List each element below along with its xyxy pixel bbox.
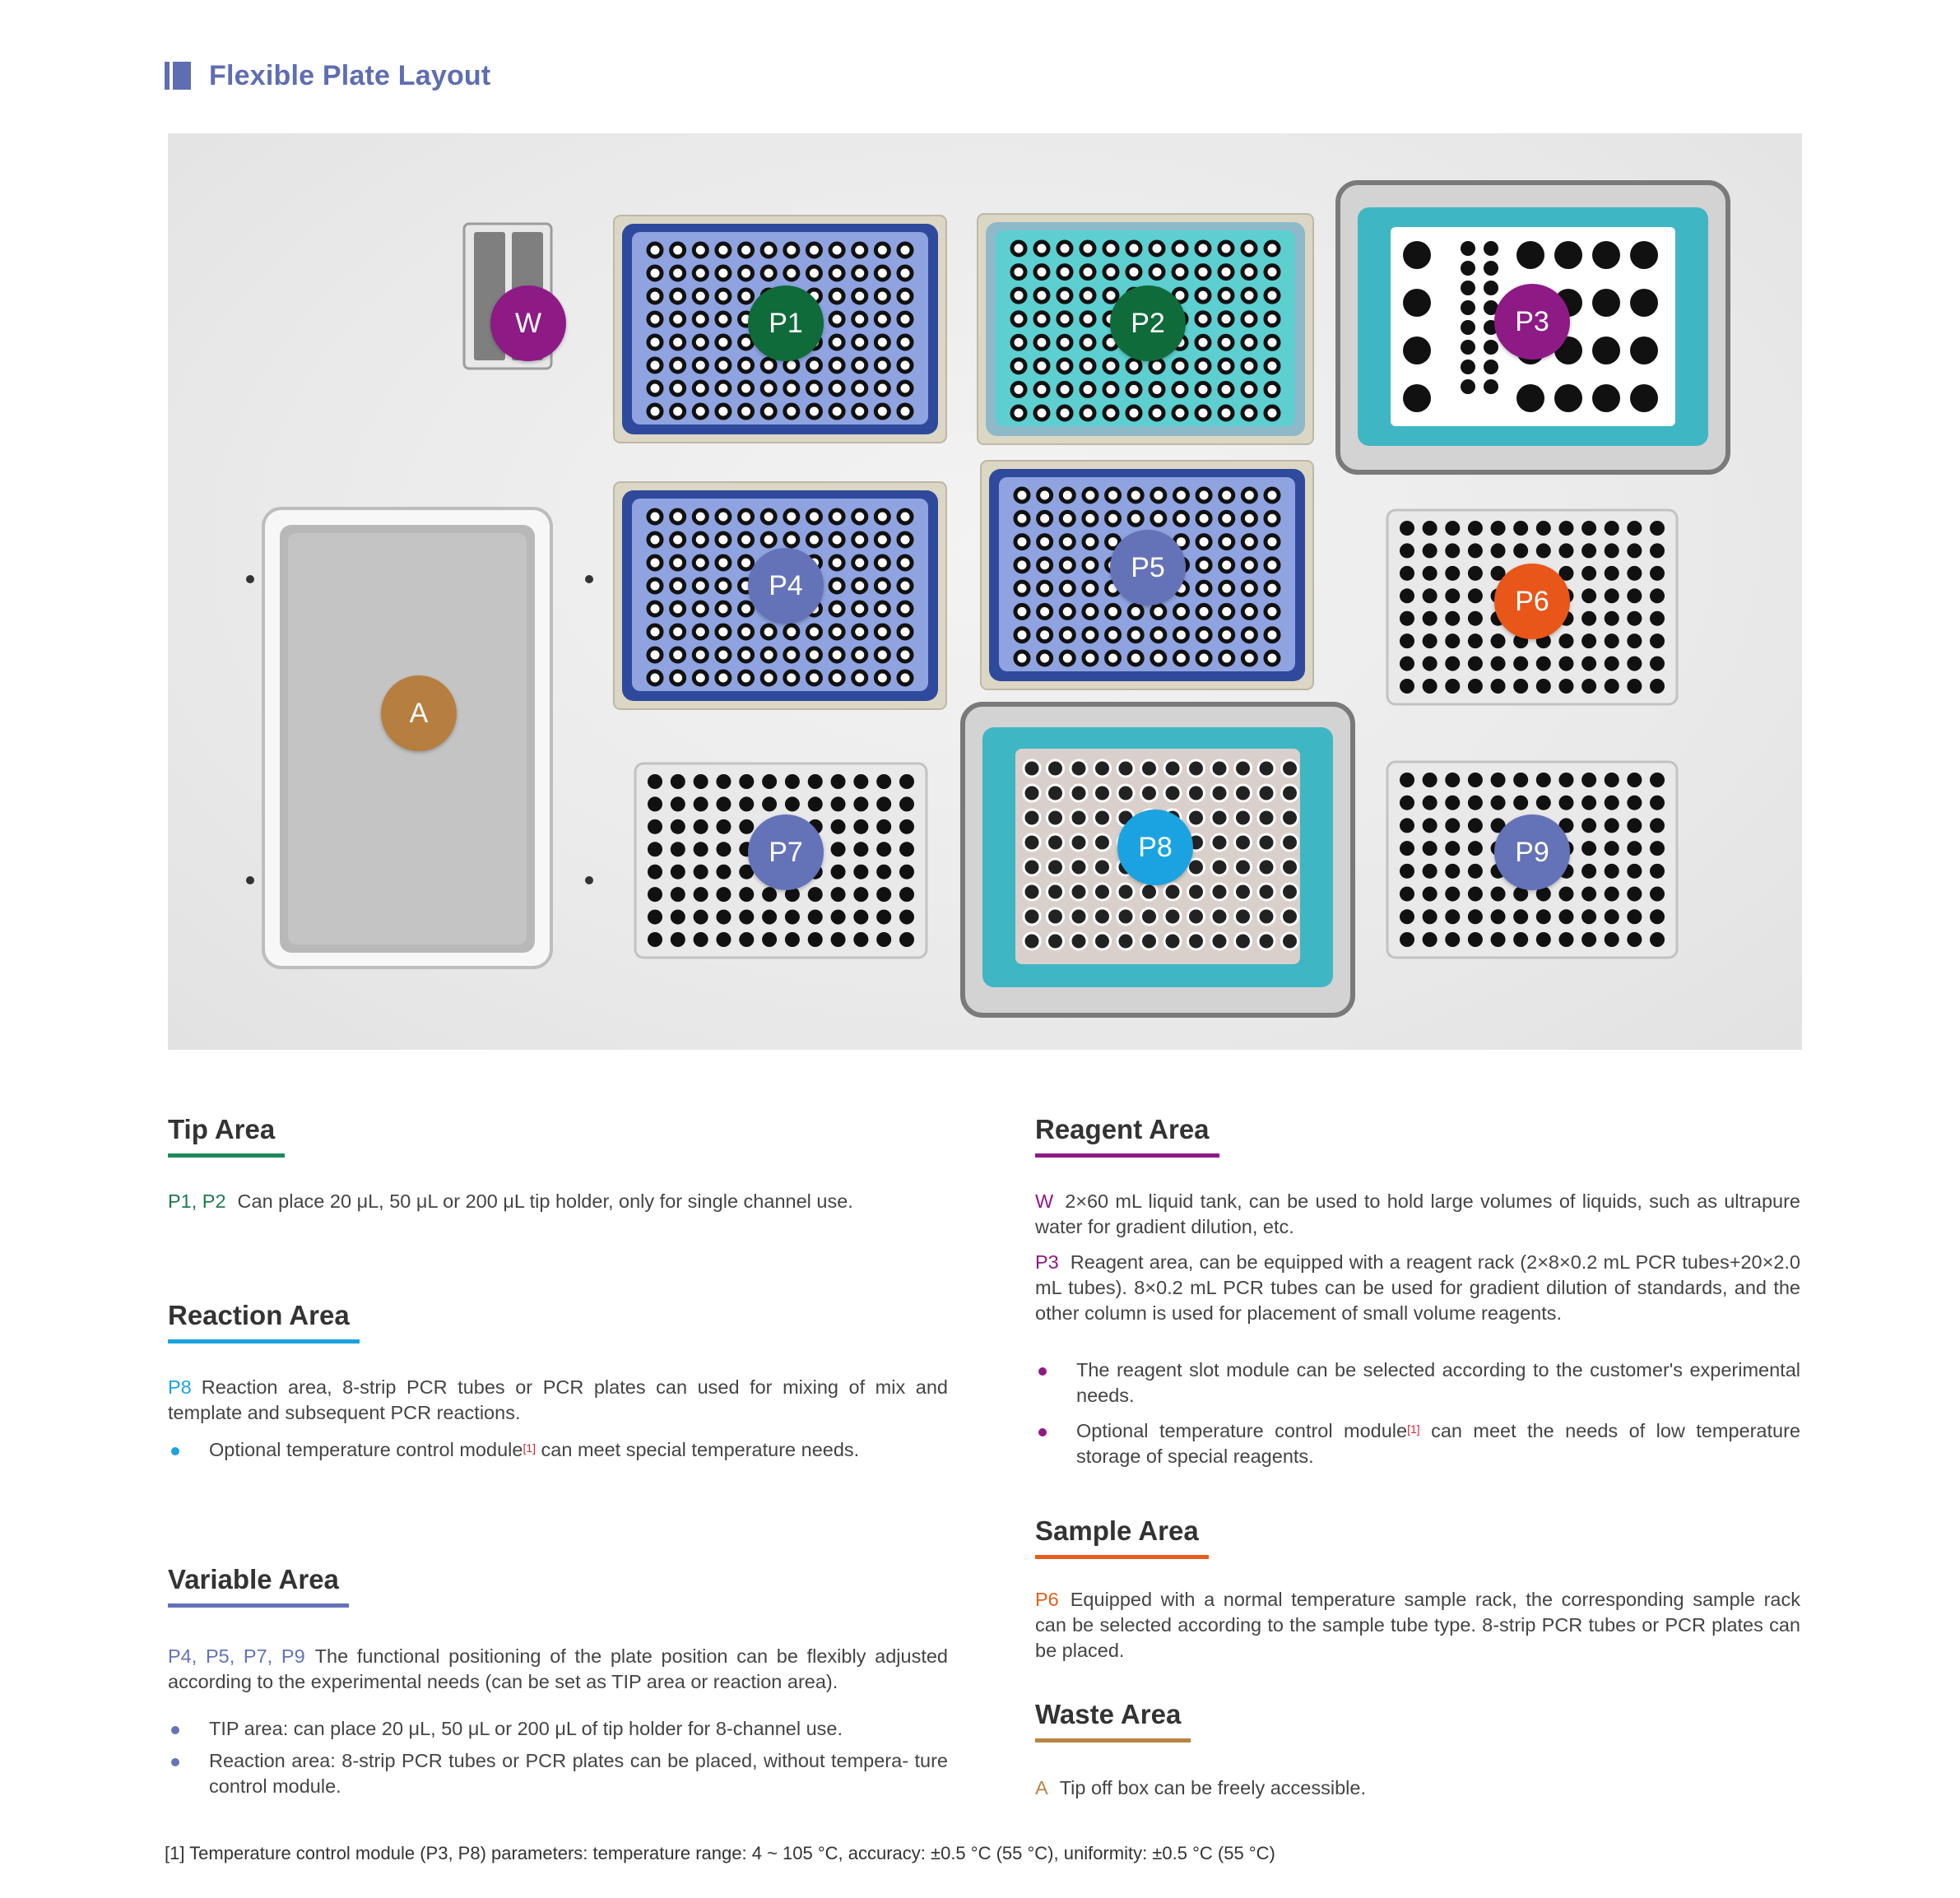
position-marker-w: W [490,285,566,361]
variable-area-tag: P4, P5, P7, P9 [168,1645,305,1667]
bullet-text: The reagent slot module can be selected according to the customer's experimental needs. [1076,1359,1800,1406]
reagent-area-section [1035,1114,1800,1476]
variable-area-text [168,1644,948,1695]
position-marker-p2: P2 [1110,285,1186,361]
sample-area-text [1035,1587,1800,1664]
footnote-ref: [1] [523,1441,536,1455]
tip-area-desc: Can place 20 μL, 50 μL or 200 μL tip holder, only for single channel use. [237,1190,853,1212]
position-marker-p5: P5 [1110,530,1186,606]
waste-area-desc: Tip off box can be freely accessible. [1059,1777,1366,1798]
footnote: [1] Temperature control module (P3, P8) parameters: temperature range: 4 ~ 105 °C, accuracy: ±0.5 °C (55 °C), uniformity: ±0.5 °C (55 °C) [165,1843,1275,1863]
list-item [1035,1418,1800,1469]
tip-area-text [168,1189,950,1214]
reaction-area-text [168,1375,948,1426]
list-item [168,1748,948,1799]
position-marker-p8: P8 [1117,810,1193,885]
bullet-dot-icon [1038,1428,1047,1436]
footnote-ref: [1] [1407,1422,1420,1436]
reagent-area-desc-p3: Reagent area, can be equipped with a reagent rack (2×8×0.2 mL PCR tubes+20×2.0 mL tubes). 8×0.2 mL PCR tubes can be used for gradient dilution of standards, and the other column is used for placement of small volume reagents. [1035,1251,1800,1324]
bullet-text: Reaction area: 8-strip PCR tubes or PCR plates can be placed, without tempera- ture control module. [209,1750,948,1797]
variable-area-section [168,1564,948,1806]
reagent-area-title: Reagent Area [1035,1114,1219,1158]
reagent-area-tag-w: W [1035,1190,1054,1212]
list-item [168,1437,948,1463]
bullet-text: can meet the needs of low temperature storage of special reagents. [1076,1420,1800,1467]
waste-area-title: Waste Area [1035,1699,1191,1743]
list-item [1035,1357,1800,1408]
header-bar-icon [165,62,191,90]
reaction-area-section [168,1300,948,1469]
position-marker-p7: P7 [748,814,824,890]
reagent-area-bullets [1035,1357,1800,1469]
variable-area-title: Variable Area [168,1564,349,1608]
position-marker-p1: P1 [748,285,824,361]
bullet-text: TIP area: can place 20 μL, 50 μL or 200 μL of tip holder for 8-channel use. [209,1718,843,1739]
page-title: Flexible Plate Layout [209,59,491,91]
waste-area-section [1035,1699,1800,1801]
reagent-area-text-w [1035,1189,1800,1240]
position-marker-p3: P3 [1494,284,1570,360]
position-marker-p9: P9 [1494,814,1570,890]
bullet-dot-icon [1038,1367,1047,1376]
reagent-area-text-p3 [1035,1250,1800,1326]
waste-area-text [1035,1775,1800,1801]
position-marker-a: A [381,675,457,751]
sample-area-section [1035,1515,1800,1664]
reaction-area-bullets [168,1437,948,1463]
bullet-text: Optional temperature control module [1076,1420,1408,1441]
page-header [165,59,490,92]
waste-area-tag: A [1035,1777,1048,1798]
variable-area-desc: The functional positioning of the plate position can be flexibly adjusted according to the experimental needs (can be set as TIP area or reaction area). [168,1645,948,1692]
reagent-area-desc-w: 2×60 mL liquid tank, can be used to hold large volumes of liquids, such as ultrapure water for gradient dilution, etc. [1035,1190,1800,1237]
bullet-text: Optional temperature control module [209,1439,523,1460]
deck-layout-image [168,133,1802,1050]
variable-area-bullets [168,1716,948,1799]
sample-area-desc: Equipped with a normal temperature sample rack, the corresponding sample rack can be selected according to the sample tube type. 8-strip PCR tubes or PCR plates can be placed. [1035,1589,1800,1661]
reaction-area-desc: Reaction area, 8-strip PCR tubes or PCR plates can used for mixing of mix and template and subsequent PCR reactions. [168,1376,948,1423]
reagent-area-tag-p3: P3 [1035,1251,1059,1273]
bullet-dot-icon [171,1758,179,1766]
bullet-dot-icon [171,1726,179,1734]
position-marker-p4: P4 [748,548,824,624]
reaction-area-tag: P8 [168,1376,192,1398]
reaction-area-title: Reaction Area [168,1300,360,1343]
tip-area-tag: P1, P2 [168,1190,226,1212]
list-item [168,1716,948,1742]
sample-area-tag: P6 [1035,1589,1059,1610]
bullet-text: can meet special temperature needs. [536,1439,860,1460]
position-marker-p6: P6 [1494,564,1570,639]
tip-area-section [168,1114,950,1214]
bullet-dot-icon [171,1447,179,1455]
sample-area-title: Sample Area [1035,1515,1209,1559]
tip-area-title: Tip Area [168,1114,285,1158]
